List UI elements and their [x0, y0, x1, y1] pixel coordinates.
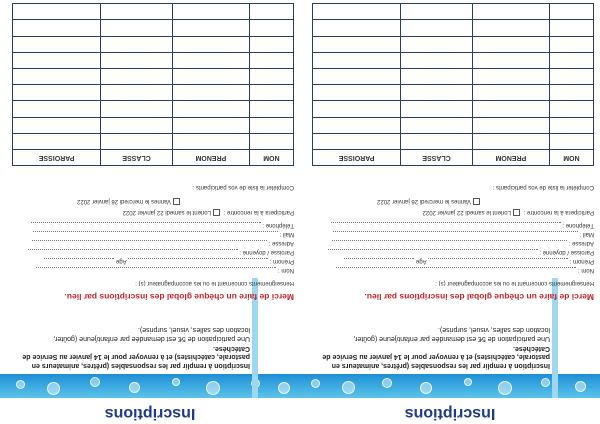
completer-label: Compléter la liste de vos participants : [192, 184, 294, 190]
paroisse-line [328, 249, 538, 256]
table-row [13, 117, 294, 133]
bubble-decoration [575, 381, 586, 392]
table-cell[interactable] [401, 52, 473, 68]
table-cell[interactable] [13, 52, 101, 68]
nom-field[interactable] [9, 267, 294, 274]
age-line [44, 258, 114, 265]
paroisse-line [28, 249, 238, 256]
table-cell[interactable] [172, 52, 249, 68]
telephone-line [331, 222, 561, 229]
table-row [313, 52, 594, 68]
table-cell[interactable] [172, 20, 249, 36]
participants-table [312, 3, 594, 166]
bubble-decoration [278, 382, 290, 394]
table-cell[interactable] [249, 85, 293, 101]
table-row [13, 4, 294, 20]
table-cell[interactable] [401, 20, 473, 36]
table-cell[interactable] [313, 69, 401, 85]
bubble-decoration [342, 381, 355, 394]
table-cell[interactable] [472, 101, 549, 117]
participation-text [10, 325, 250, 342]
table-row [13, 101, 294, 117]
table-row [313, 133, 594, 149]
table-body [13, 4, 294, 150]
table-cell[interactable] [172, 69, 249, 85]
table-cell[interactable] [313, 133, 401, 149]
header-paroisse: PAROISSE [13, 150, 101, 166]
table-row [313, 36, 594, 52]
intro-text: Inscription à remplir par les responsables (prêtres, animateurs en pastorale, catéchistes) et à renvoyer pour le 14 janvier au Service de Catéchèse. [322, 345, 550, 369]
nom-line [336, 267, 576, 274]
participera-label: Participera à la rencontre : [223, 208, 294, 215]
table-cell[interactable] [249, 4, 293, 20]
table-cell[interactable] [172, 101, 249, 117]
table-cell[interactable] [401, 4, 473, 20]
form-right [300, 0, 600, 424]
vannes-option: Vannes le mercredi 26 janvier 2022 [377, 197, 471, 204]
table-body [313, 4, 594, 150]
paroisse-field[interactable] [309, 249, 594, 256]
table-cell[interactable] [472, 4, 549, 20]
participera-label: Participera à la rencontre : [523, 208, 594, 215]
table-cell[interactable] [13, 36, 101, 52]
lorient-checkbox[interactable] [513, 209, 520, 216]
prenom-field[interactable] [9, 258, 294, 265]
participera-row [123, 209, 294, 216]
table-cell[interactable] [472, 52, 549, 68]
table-cell[interactable] [313, 117, 401, 133]
adresse-field[interactable] [9, 240, 294, 247]
merci-text: Merci de faire un chèque global des inscriptions par lieu. [364, 292, 594, 302]
bubble-decoration [498, 381, 512, 395]
lorient-checkbox[interactable] [213, 209, 220, 216]
mail-field[interactable] [309, 231, 594, 238]
age-label: Age [415, 258, 427, 264]
table-cell[interactable] [549, 36, 593, 52]
table-cell[interactable] [472, 69, 549, 85]
header-nom: NOM [549, 150, 593, 166]
participera-row [423, 209, 594, 216]
table-cell[interactable] [549, 101, 593, 117]
table-cell[interactable] [101, 101, 173, 117]
vannes-option: Vannes le mercredi 26 janvier 2022 [77, 197, 171, 204]
table-cell[interactable] [313, 4, 401, 20]
prenom-field[interactable] [309, 258, 594, 265]
merci-text: Merci de faire un chèque global des inscriptions par lieu. [64, 292, 294, 302]
participation-line: Une participation de 5€ est demandée par enfant/jeune (goûter, [353, 335, 550, 342]
table-cell[interactable] [101, 52, 173, 68]
bubble-decoration [541, 378, 550, 387]
table-header-row [313, 150, 594, 166]
table-cell[interactable] [101, 20, 173, 36]
participants-table [12, 3, 294, 166]
table-row [313, 69, 594, 85]
bubble-decoration [90, 377, 100, 387]
telephone-label: Téléphone : [562, 222, 594, 228]
table-row [13, 52, 294, 68]
bubble-decoration [311, 379, 320, 388]
table-cell[interactable] [401, 133, 473, 149]
telephone-field[interactable] [309, 222, 594, 229]
table-cell[interactable] [549, 117, 593, 133]
bubble-decoration [382, 378, 392, 388]
table-row [313, 4, 594, 20]
lorient-option: Lorient le samedi 22 janvier 2022 [122, 208, 211, 215]
paroisse-label: Paroisse / doyenné : [239, 249, 294, 255]
table-cell[interactable] [549, 85, 593, 101]
telephone-field[interactable] [9, 222, 294, 229]
table-row [313, 20, 594, 36]
table-row [313, 85, 594, 101]
table-cell[interactable] [13, 117, 101, 133]
prenom-label: Prénom : [569, 258, 594, 264]
prenom-line [428, 258, 568, 265]
table-cell[interactable] [249, 133, 293, 149]
participation-line: Une participation de 5€ est demandée par enfant/jeune (goûter, [53, 335, 250, 342]
age-label: Age [115, 258, 127, 264]
nom-label: Nom : [277, 267, 294, 273]
nom-line [36, 267, 276, 274]
mail-label: Mail : [579, 231, 594, 237]
table-cell[interactable] [401, 36, 473, 52]
table-cell[interactable] [101, 117, 173, 133]
table-cell[interactable] [313, 85, 401, 101]
table-cell[interactable] [13, 101, 101, 117]
table-cell[interactable] [101, 36, 173, 52]
bubble-decoration [129, 382, 140, 393]
table-cell[interactable] [13, 133, 101, 149]
table-header-row [13, 150, 294, 166]
telephone-label: Téléphone : [262, 222, 294, 228]
header-paroisse: PAROISSE [313, 150, 401, 166]
vannes-row [377, 198, 482, 205]
table-cell[interactable] [249, 52, 293, 68]
table-cell[interactable] [101, 69, 173, 85]
nom-field[interactable] [309, 267, 594, 274]
form-title: Inscriptions [404, 405, 496, 422]
table-cell[interactable] [313, 52, 401, 68]
prenom-label: Prénom : [269, 258, 294, 264]
form-title: Inscriptions [104, 405, 196, 422]
bubble-decoration [16, 380, 25, 389]
adresse-label: Adresse : [268, 240, 294, 246]
vannes-checkbox[interactable] [473, 198, 480, 205]
adresse-label: Adresse : [568, 240, 594, 246]
table-cell[interactable] [101, 85, 173, 101]
table-cell[interactable] [549, 69, 593, 85]
header-classe: CLASSE [401, 150, 473, 166]
table-cell[interactable] [313, 101, 401, 117]
table-row [313, 101, 594, 117]
renseignements-label: Renseignements concernant le ou les accompagnateur (s) : [135, 280, 294, 286]
table-cell[interactable] [249, 117, 293, 133]
header-prenom: PRENOM [172, 150, 249, 166]
bubble-decoration [206, 381, 220, 395]
telephone-line [31, 222, 261, 229]
bubble-decoration [172, 378, 180, 386]
mail-label: Mail : [279, 231, 294, 237]
table-cell[interactable] [549, 133, 593, 149]
table-cell[interactable] [249, 69, 293, 85]
table-cell[interactable] [101, 133, 173, 149]
table-row [13, 36, 294, 52]
paroisse-field[interactable] [9, 249, 294, 256]
bubble-decoration [420, 382, 432, 394]
table-cell[interactable] [401, 101, 473, 117]
age-line [344, 258, 414, 265]
table-cell[interactable] [101, 4, 173, 20]
table-row [13, 133, 294, 149]
lorient-option: Lorient le samedi 22 janvier 2022 [422, 208, 511, 215]
table-cell[interactable] [472, 85, 549, 101]
table-cell[interactable] [172, 4, 249, 20]
header-nom: NOM [249, 150, 293, 166]
table-cell[interactable] [172, 133, 249, 149]
adresse-line [332, 240, 567, 247]
table-cell[interactable] [13, 69, 101, 85]
table-row [13, 20, 294, 36]
adresse-field[interactable] [309, 240, 594, 247]
adresse-line [32, 240, 267, 247]
table-cell[interactable] [249, 101, 293, 117]
bubble-decoration [464, 378, 472, 386]
table-cell[interactable] [13, 85, 101, 101]
table-cell[interactable] [549, 4, 593, 20]
table-cell[interactable] [249, 20, 293, 36]
table-cell[interactable] [313, 20, 401, 36]
vannes-row [77, 198, 182, 205]
mail-line [333, 231, 578, 238]
participation-text [310, 325, 550, 342]
bubble-decoration [47, 382, 60, 395]
table-cell[interactable] [401, 85, 473, 101]
table-cell[interactable] [549, 52, 593, 68]
renseignements-label: Renseignements concernant le ou les accompagnateur (s) : [435, 280, 594, 286]
table-cell[interactable] [249, 36, 293, 52]
table-cell[interactable] [313, 36, 401, 52]
table-cell[interactable] [472, 36, 549, 52]
table-cell[interactable] [172, 85, 249, 101]
table-cell[interactable] [472, 117, 549, 133]
mail-field[interactable] [9, 231, 294, 238]
table-cell[interactable] [13, 4, 101, 20]
participation-line: location des salles, visuel, surprise). [437, 326, 550, 334]
table-row [313, 117, 594, 133]
table-row [13, 69, 294, 85]
table-cell[interactable] [549, 20, 593, 36]
prenom-line [128, 258, 268, 265]
mail-line [33, 231, 278, 238]
intro-text: Inscription à remplir par les responsables (prêtres, animateurs en pastorale, catéchistes) et à renvoyer pour le 14 janvier au Service de Catéchèse. [22, 345, 250, 369]
nom-label: Nom : [577, 267, 594, 273]
header-prenom: PRENOM [472, 150, 549, 166]
table-cell[interactable] [472, 20, 549, 36]
table-cell[interactable] [172, 36, 249, 52]
table-cell[interactable] [172, 117, 249, 133]
completer-label: Compléter la liste de vos participants : [492, 184, 594, 190]
paroisse-label: Paroisse / doyenné : [539, 249, 594, 255]
table-cell[interactable] [13, 20, 101, 36]
table-row [13, 85, 294, 101]
table-cell[interactable] [472, 133, 549, 149]
table-cell[interactable] [401, 69, 473, 85]
table-cell[interactable] [401, 117, 473, 133]
header-classe: CLASSE [101, 150, 173, 166]
vannes-checkbox[interactable] [173, 198, 180, 205]
form-right-content [300, 0, 600, 424]
participation-line: location des salles, visuel, surprise). [137, 326, 250, 334]
